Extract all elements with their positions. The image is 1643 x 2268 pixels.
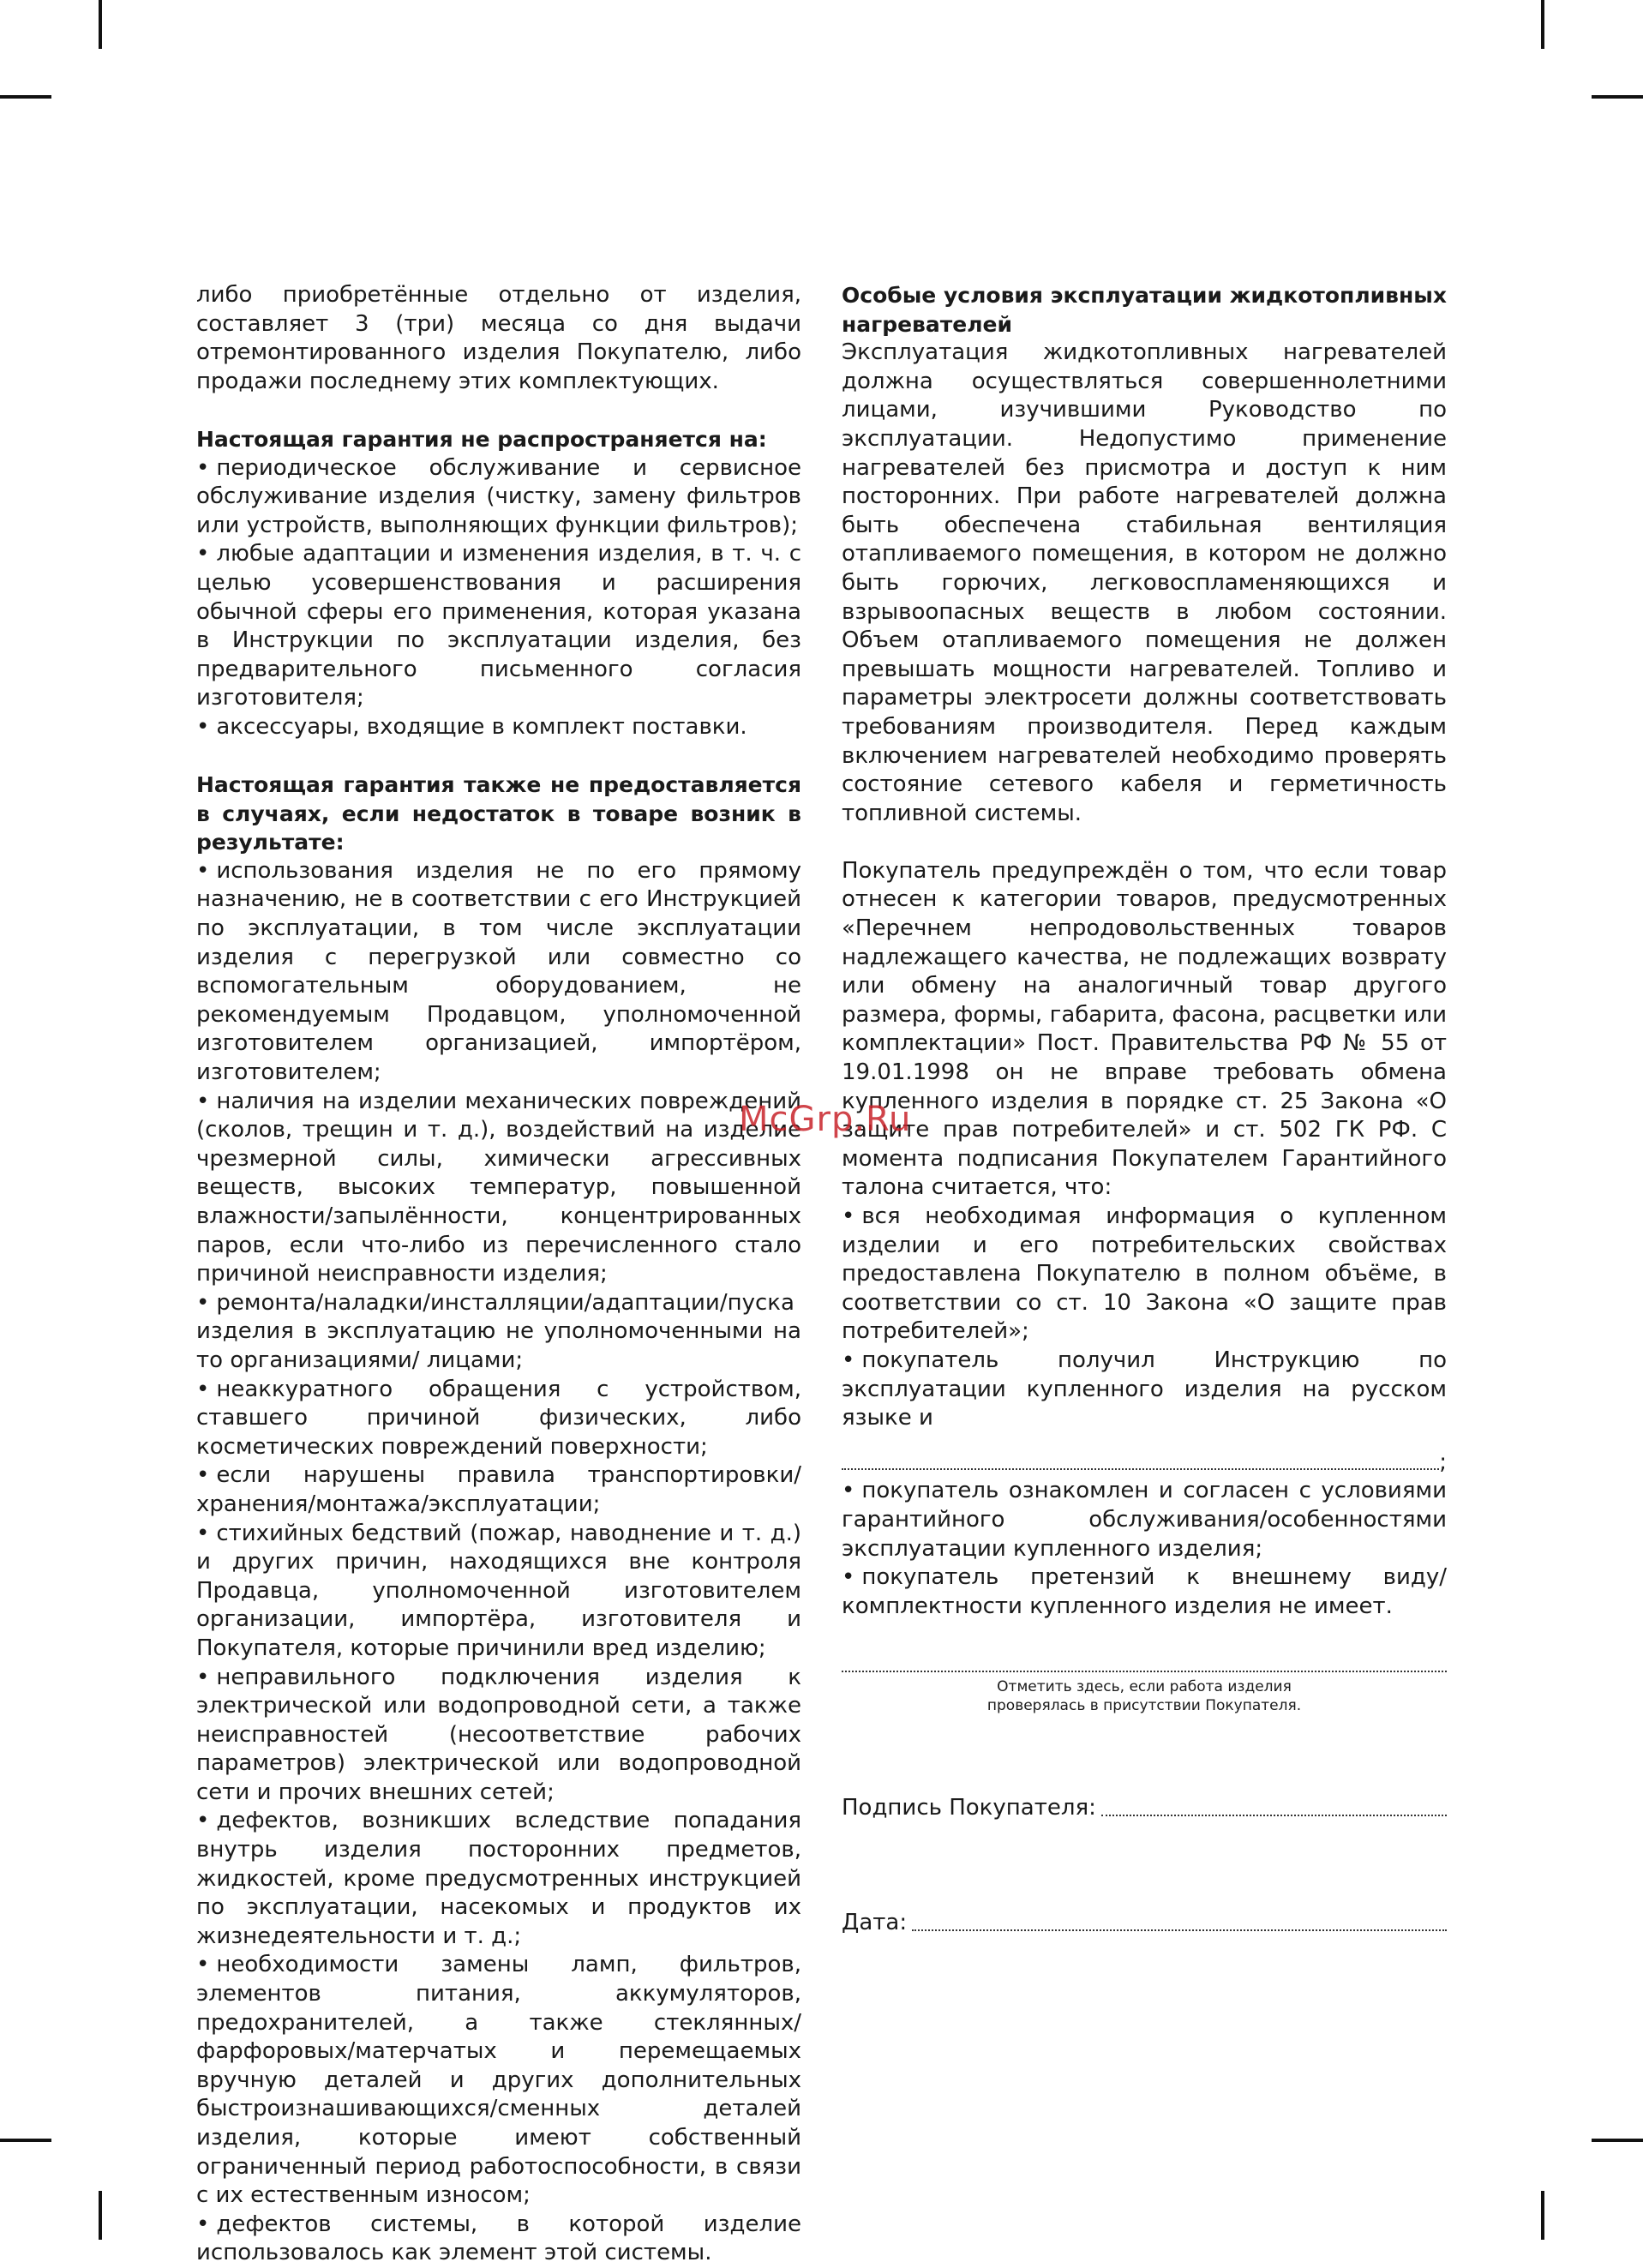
bullet-icon: • (842, 1203, 855, 1229)
not-covered-item (196, 1807, 801, 1951)
buyer-item-text: покупатель получил Инструкцию по эксплуатации купленного изделия на русском языке и (842, 1347, 1447, 1431)
crop-mark (99, 0, 102, 49)
bullet-icon: • (196, 1376, 210, 1402)
bullet-icon: • (196, 2211, 210, 2237)
not-covered-item (196, 1461, 801, 1519)
not-covered-list (196, 857, 801, 2268)
buyer-list-a (842, 1203, 1447, 1433)
bullet-icon: • (196, 454, 210, 481)
check-caption-line-1: Отметить здесь, если работа изделия (997, 1678, 1292, 1696)
buyer-item-text: покупатель ознакомлен и согласен с условиями гарантийного обслуживания/особенностями эксплуатации купленного изделия; (842, 1478, 1447, 1562)
not-covered-item-text: неправильного подключения изделия к электрической или водопроводной сети, а также неисправностей (несоответствие рабочих параметров) электрической или водопроводной сети и прочих внешних сетей; (196, 1664, 801, 1805)
buyer-item (842, 1563, 1447, 1621)
exclusion-item (196, 454, 801, 541)
bullet-icon: • (196, 541, 210, 567)
not-covered-item (196, 1520, 801, 1664)
not-covered-item-text: стихийных бедствий (пожар, наводнение и т. д.) и других причин, находящихся вне контроля Продавца, уполномоченной изготовителем организации, импортёра, изготовителя и Покупателя, которые причинили вред изделию; (196, 1520, 801, 1661)
not-covered-item-text: необходимости замены ламп, фильтров, элементов питания, аккумуляторов, предохранителей, а также стеклянных/фарфоровых/матерчатых и перемещаемых вручную деталей и других дополнительных быстроизнашивающихся/сменных деталей изделия, которые имеют собственный ограниченный период работоспособности, в связи с их естественным износом; (196, 1952, 801, 2209)
bullet-icon: • (196, 1520, 210, 1546)
exclusion-item-text: аксессуары, входящие в комплект поставки. (216, 713, 747, 740)
left-column (196, 281, 801, 2268)
bullet-icon: • (842, 1564, 855, 1591)
crop-mark (99, 2191, 102, 2240)
bullet-icon: • (196, 1664, 210, 1690)
not-covered-item (196, 1289, 801, 1376)
not-covered-item (196, 1088, 801, 1289)
exclusion-item-text: любые адаптации и изменения изделия, в т. ч. с целью усовершенствования и расширения обычной сферы его применения, которая указана в Инструкции по эксплуатации изделия, без предварительного письменного согласия изготовителя; (196, 541, 801, 711)
crop-mark (0, 95, 51, 99)
crop-mark (1592, 2139, 1643, 2142)
section-heading-special-conditions: Особые условия эксплуатации жидкотопливных нагревателей (842, 283, 1447, 337)
section-heading-not-covered: Настоящая гарантия также не предоставляется в случаях, если недостаток в товаре возник в результате: (196, 772, 801, 855)
not-covered-item (196, 1376, 801, 1462)
bullet-icon: • (842, 1347, 855, 1373)
bullet-icon: • (196, 713, 210, 740)
signature-line[interactable] (1101, 1815, 1447, 1816)
not-covered-item-text: дефектов, возникших вследствие попадания внутрь изделия посторонних предметов, жидкостей, кроме предусмотренных инструкцией по эксплуатации, насекомых и продуктов их жизнедеятельности и т. д.; (196, 1808, 801, 1949)
manual-language-line[interactable] (842, 1449, 1447, 1478)
not-covered-item (196, 2211, 801, 2268)
special-conditions-text: Эксплуатация жидкотопливных нагревателей должна осуществляться совершеннолетними лицами, изучившими Руководство по эксплуатации. Недопустимо применение нагревателей без присмотра и доступ к ним посторонних. При работе нагревателей должна быть обеспечена стабильная вентиляция отапливаемого помещения, в котором не должно быть горючих, легковоспламеняющихся и взрывоопасных веществ в любом состоянии. Объем отапливаемого помещения не должен превышать мощности нагревателей. Топливо и параметры электросети должны соответствовать требованиям производителя. Перед каждым включением нагревателей необходимо проверять состояние сетевого кабеля и герметичность топливной системы. (842, 339, 1447, 826)
buyer-list-b (842, 1477, 1447, 1621)
exclusions-list (196, 454, 801, 742)
date-line[interactable] (912, 1929, 1447, 1931)
signature-field[interactable] (842, 1794, 1447, 1823)
check-caption-line-2: проверялась в присутствии Покупателя. (986, 1697, 1302, 1715)
exclusion-item (196, 540, 801, 713)
not-covered-item-text: неаккуратного обращения с устройством, ставшего причиной физических, либо косметических повреждений поверхности; (196, 1376, 801, 1460)
not-covered-item-text: ремонта/наладки/инсталляции/адаптации/пуска изделия в эксплуатацию не уполномоченными на то организациями/ лицами; (196, 1289, 801, 1373)
not-covered-item-text: использования изделия не по его прямому назначению, не в соответствии с его Инструкцией по эксплуатации, в том числе эксплуатации изделия с перегрузкой или совместно со вспомогательным оборудованием, не рекомендуемым Продавцом, уполномоченной изготовителем организацией, импортёром, изготовителем; (196, 857, 801, 1086)
exclusion-item (196, 713, 801, 742)
crop-mark (1541, 0, 1544, 49)
buyer-item (842, 1347, 1447, 1433)
bullet-icon: • (196, 1808, 210, 1834)
date-label: Дата: (842, 1909, 908, 1935)
not-covered-item (196, 857, 801, 1088)
buyer-item (842, 1477, 1447, 1563)
not-covered-item-text: дефектов системы, в которой изделие использовалось как элемент этой системы. (196, 2211, 801, 2266)
buyer-item (842, 1203, 1447, 1347)
crop-mark (1592, 95, 1643, 99)
bullet-icon: • (842, 1478, 855, 1504)
buyer-notice-text: Покупатель предупреждён о том, что если товар отнесен к категории товаров, предусмотренных «Перечнем непродовольственных товаров надлежащего качества, не подлежащих возврату или обмену на аналогичный товар другого размера, формы, габарита, фасона, расцветки или комплектации» Пост. Правительства РФ № 55 от 19.01.1998 он не вправе требовать обмена купленного изделия в порядке ст. 25 Закона «О защите прав потребителей» и ст. 502 ГК РФ. С момента подписания Покупателем Гарантийного талона считается, что: (842, 857, 1447, 1201)
signature-label: Подпись Покупателя: (842, 1795, 1096, 1821)
line-end: ; (1439, 1449, 1447, 1475)
right-column (842, 281, 1447, 1938)
buyer-item-text: покупатель претензий к внешнему виду/комплектности купленного изделия не имеет. (842, 1564, 1447, 1619)
crop-mark (1541, 2191, 1544, 2240)
check-caption (842, 1677, 1447, 1715)
intro-paragraph: либо приобретённые отдельно от изделия, составляет 3 (три) месяца со дня выдачи отремонтированного изделия Покупателю, либо продажи последнему этих комплектующих. (196, 282, 801, 394)
date-field[interactable] (842, 1909, 1447, 1938)
watermark: McGrp.Ru (739, 1100, 912, 1139)
buyer-item-text: вся необходимая информация о купленном изделии и его потребительских свойствах предоставлена Покупателю в полном объёме, в соответствии со ст. 10 Закона «О защите прав потребителей»; (842, 1203, 1447, 1345)
not-covered-item (196, 1951, 801, 2210)
bullet-icon: • (196, 1952, 210, 1978)
crop-mark (0, 2139, 51, 2142)
bullet-icon: • (196, 857, 210, 884)
bullet-icon: • (196, 1289, 210, 1316)
bullet-icon: • (196, 1088, 210, 1114)
check-line[interactable] (842, 1650, 1447, 1672)
not-covered-item-text: если нарушены правила транспортировки/хранения/монтажа/эксплуатации; (196, 1462, 801, 1517)
bullet-icon: • (196, 1462, 210, 1489)
not-covered-item-text: наличия на изделии механических повреждений (сколов, трещин и т. д.), воздействий на изделие чрезмерной силы, химически агрессивных веществ, высоких температур, повышенной влажности/запылённости, концентрированных паров, если что-либо из перечисленного стало причиной неисправности изделия; (196, 1088, 801, 1287)
section-heading-exclusions: Настоящая гарантия не распространяется на: (196, 426, 767, 452)
exclusion-item-text: периодическое обслуживание и сервисное обслуживание изделия (чистку, замену фильтров или устройств, выполняющих функции фильтров); (196, 454, 801, 538)
not-covered-item (196, 1664, 801, 1808)
